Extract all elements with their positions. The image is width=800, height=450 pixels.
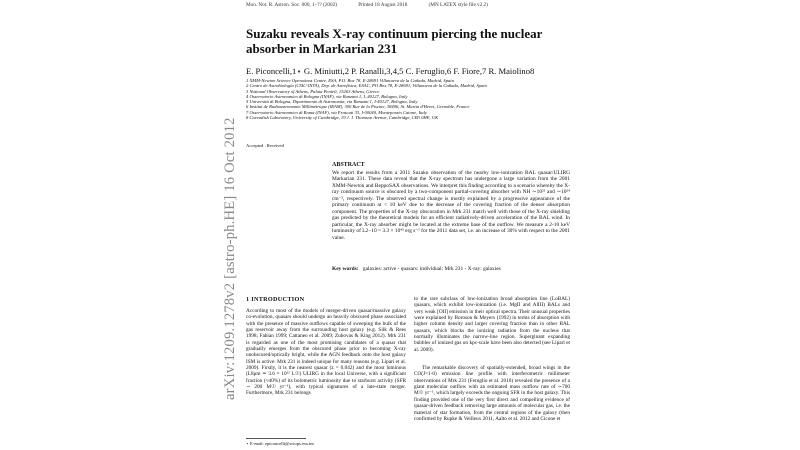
keywords-label: Key words: — [332, 266, 359, 272]
affiliation-item: 3 National Observatory of Athens, Palaia Penteli, 15263 Athens, Greece — [246, 88, 380, 94]
affiliation-item: 4 Osservatorio Astronomico di Bologna (INAF), via Ranzani 1, I–40127, Bologna, Italy — [246, 93, 408, 99]
abstract-heading: ABSTRACT — [332, 162, 365, 168]
affiliation-item: 5 Università di Bologna, Dipartimento di Astronomia, via Ranzani 1, I-40127, Bologna, Italy — [246, 99, 418, 105]
keywords-line — [332, 266, 570, 272]
affiliation-item: 6 Institut de Radioastronomie Millimétrique (IRAM), 300 Rue de la Piscine, 38406, St. Martin d'Heres, Grenoble, France — [246, 104, 470, 110]
style-file: (MN LATEX style file v2.2) — [428, 2, 488, 8]
footnote-divider — [246, 438, 306, 439]
footnote-email: ⋆ E-mail: epiconcelli@sciops.esa.int — [246, 441, 314, 446]
journal-citation: Mon. Not. R. Astron. Soc. 000, 1–?? (2002) — [246, 2, 337, 8]
body-column-left — [246, 308, 406, 397]
affiliation-item: 7 Osservatorio Astronomico di Roma (INAF), via Frascati 33, I-00040, Monteporzio Catone, Italy — [246, 109, 427, 115]
arxiv-stamp: arXiv:1209.1278v2 [astro-ph.HE] 16 Oct 2012 — [222, 117, 238, 400]
body-paragraph: According to most of the models of merger-driven quasar/massive galaxy co-evolution, quasars should undergo an heavily obscured phase associated with the presence of massive outflows capable of sweeping the bulk of the gas reservoir away from the surrounding host galaxy (e.g. Silk & Rees 1998; Fabian 1999; Cattaneo et al. 2009; Zubovas & King 2012). Mrk 231 is regarded as one of the most promising candidates of a quasar that gradually emerges from the obscured phase prior to becoming X-ray unobscured/optically bright, while the AGN feedback onto the host galaxy ISM is active: Mrk 231 is indeed unique for many reasons (e.g. Lipari et al. 2009). Firstly, it is the nearest quasar (z = 0.042) and the most luminous (L8μm ≃ 3.6 × 10¹² L☉) ULIRG in the local Universe, with a significant fraction (≈40%) of its bolometric luminosity due to starburst activity (SFR ∼ 200 M☉ yr⁻¹), with typical signatures of a late-state merger. Furthermore, Mrk 231 belongs — [246, 308, 406, 397]
section-heading-introduction: 1 INTRODUCTION — [246, 296, 305, 303]
printed-date: Printed 18 August 2018 — [358, 2, 408, 8]
affiliation-item: 1 XMM-Newton Science Operations Centre, ESA, P.O. Box 78, E-28691 Villanueva de la Cañada, Madrid, Spain — [246, 78, 454, 83]
paper-title: Suzaku reveals X-ray continuum piercing the nuclear absorber in Markarian 231 — [246, 26, 543, 56]
body-column-right — [414, 296, 570, 422]
affiliation-item: 8 Cavendish Laboratory, University of Cambridge, 19 J. J. Thomson Avenue, Cambridge, CB3 0HE, UK — [246, 115, 439, 121]
body-paragraph: The remarkable discovery of spatially-extended, broad wings in the CO(J=1-0) emission line profile with interferometric millimeter observations of Mrk 231 (Feruglio et al. 2010) revealed the presence of a giant molecular outflow with an estimated mass outflow rate of ∼700 M☉ yr⁻¹, which largely exceeds the ongoing SFR in the host galaxy. This finding provided one of the very first direct and compelling evidence of quasar-driven feedback removing large amounts of molecular gas, i.e. the material of star formation, from the central regions of the galaxy (then confirmed by Rupke & Veilleux 2011, Aalto et al. 2012 and Cicone et — [414, 365, 570, 422]
affiliation-list — [246, 78, 576, 120]
affiliation-item: 2 Centro de Astrobiología (CSIC-INTA), Dep. de Astrofísica, ESAC, PO Box 78, E-28691, Villanueva de la Cañada, Madrid, Spain — [246, 83, 487, 89]
keywords-text: galaxies: active - quasars: individual: Mrk 231 - X-ray: galaxies — [362, 266, 501, 272]
body-paragraph: to the rare subclass of low-ionization broad absorption line (LoBAL) quasars, which exhibit low-ionization (i.e. MgII and AlIII) BALs and very weak [OII] emission in their optical spectra. Their unusual properties were explained by Boroson & Meyers (1992) in terms of absorption with higher column density and larger covering fraction than in other BAL quasars, which blocks the ionizing radiation from the nucleus that normally illuminates the narrow-line region. Superginant expanding bubbles of ionized gas on kpc-scale have been also detected (see Lipari et al. 2009). — [414, 296, 570, 353]
submission-dates: Accepted . Received — [246, 143, 284, 148]
abstract-block — [332, 162, 570, 242]
abstract-text: We report the results from a 2011 Suzaku observation of the nearby low-ionization BAL quasar/ULIRG Markarian 231. These data reveal that the X-ray spectrum has undergone a large variation from the 2001 XMM-Newton and BeppoSAX observations. We interpret this finding according to a scenario whereby the X-ray continuum source is obscured by a two-component partial-covering absorber with NH ∼10²² and ∼10²⁴ cm⁻², respectively. The observed spectral change is mostly explained by a progressive appearance of the primary continuum at < 10 keV due to the decrease of the covering fraction of the denser absorption component. The properties of the X-ray obscuration in Mrk 231 match well with those of the X-ray shielding gas predicted by the theoretical models for an efficient radiatively-driven acceleration of the BAL wind. In particular, the X-ray absorber might be located at the extreme base of the outflow. We measure a 2-10 keV luminosity of L2−10 = 3.3 × 10⁴³ erg s⁻¹ for the 2011 data set, i.e. an increase of 30% with respect to the 2001 value. — [332, 169, 570, 242]
author-list: E. Piconcelli,1⋆ G. Miniutti,2 P. Ranalli,3,4,5 C. Feruglio,6 F. Fiore,7 R. Maiolino8 — [246, 66, 535, 76]
running-header — [246, 2, 508, 8]
